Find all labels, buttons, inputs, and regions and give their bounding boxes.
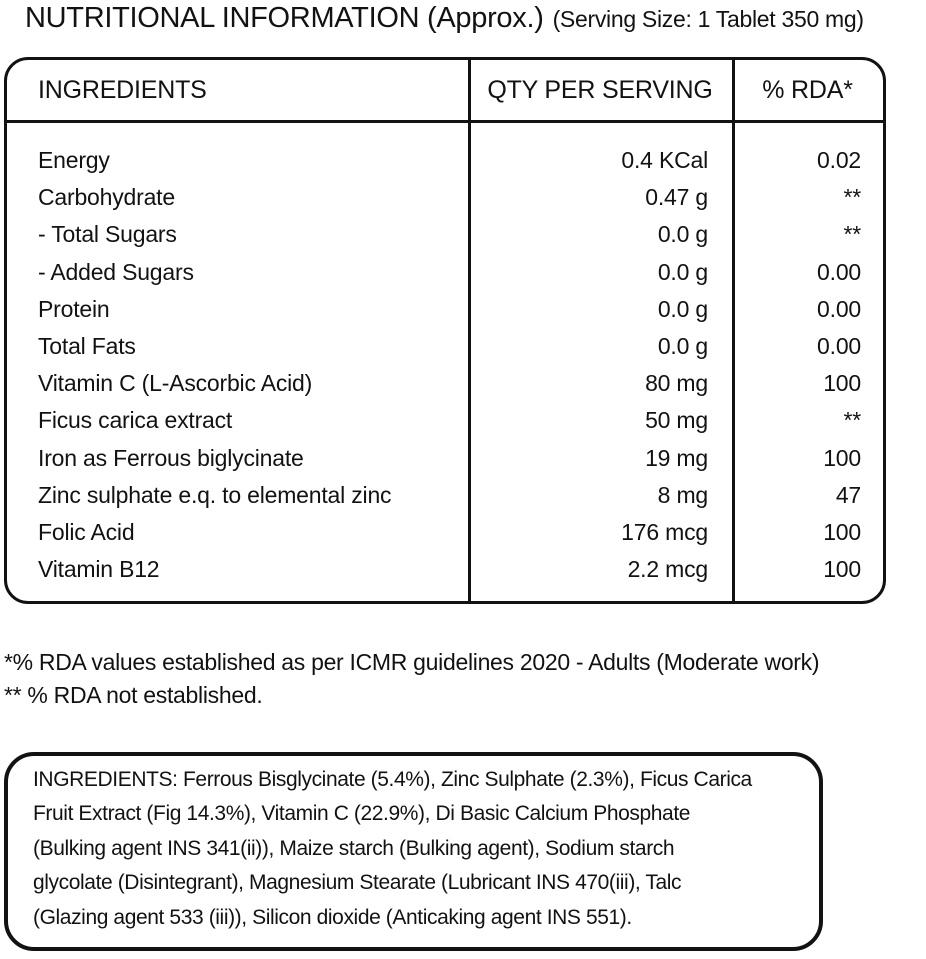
table-row — [7, 402, 883, 439]
ingredient-name: Folic Acid — [38, 518, 135, 545]
ingredient-name: - Total Sugars — [38, 221, 177, 248]
ingredient-name: Total Fats — [38, 332, 136, 359]
rda-value: 100 — [823, 556, 861, 583]
table-row — [7, 477, 883, 514]
table-row — [7, 551, 883, 588]
qty-value: 0.0 g — [657, 332, 708, 359]
rda-value: ** — [843, 221, 861, 248]
qty-value: 8 mg — [657, 481, 708, 508]
table-row — [7, 365, 883, 402]
ingredients-text-line: Fruit Extract (Fig 14.3%), Vitamin C (22.9%), Di Basic Calcium Phosphate — [33, 802, 691, 826]
qty-value: 176 mcg — [621, 518, 708, 545]
table-header-row — [7, 60, 883, 123]
qty-value: 0.0 g — [657, 295, 708, 322]
qty-value: 0.4 KCal — [621, 147, 708, 173]
rda-value: 100 — [823, 370, 861, 397]
qty-value: 0.0 g — [657, 221, 708, 248]
ingredient-name: Zinc sulphate e.q. to elemental zinc — [38, 481, 392, 508]
ingredient-name: Carbohydrate — [38, 184, 175, 211]
rda-value: 0.02 — [817, 147, 861, 173]
footnote-line: *% RDA values established as per ICMR guidelines 2020 - Adults (Moderate work) — [4, 649, 820, 675]
footnotes — [4, 646, 819, 712]
rda-value: 0.00 — [817, 295, 861, 322]
ingredients-text-line: INGREDIENTS: Ferrous Bisglycinate (5.4%), Zinc Sulphate (2.3%), Ficus Carica — [33, 768, 752, 791]
table-row — [7, 514, 883, 551]
ingredients-text-line: (Bulking agent INS 341(ii)), Maize starch (Bulking agent), Sodium starch — [33, 836, 675, 860]
ingredients-text-line: (Glazing agent 533 (iii)), Silicon dioxide (Anticaking agent INS 551). — [33, 905, 632, 929]
column-header-qty-per-serving: QTY PER SERVING — [487, 75, 713, 104]
rda-value: ** — [843, 407, 861, 434]
ingredient-name: Iron as Ferrous biglycinate — [38, 444, 304, 471]
column-divider-1 — [468, 60, 471, 601]
table-row — [7, 291, 883, 328]
nutrition-table — [4, 57, 886, 604]
ingredients-text-line: glycolate (Disintegrant), Magnesium Stearate (Lubricant INS 470(iii), Talc — [33, 871, 682, 895]
table-row — [7, 328, 883, 365]
footnote-line: ** % RDA not established. — [4, 682, 263, 708]
rda-value: 0.00 — [817, 332, 861, 359]
rda-value: 47 — [835, 481, 861, 508]
qty-value: 0.0 g — [657, 258, 708, 285]
rda-value: 100 — [823, 518, 861, 545]
rda-value: 100 — [823, 444, 861, 471]
rda-value: 0.00 — [817, 258, 861, 285]
ingredient-name: Vitamin B12 — [38, 556, 160, 583]
ingredient-name: Ficus carica extract — [38, 407, 233, 434]
serving-size-text: (Serving Size: 1 Tablet 350 mg) — [552, 6, 864, 32]
column-divider-2 — [732, 60, 735, 601]
ingredient-name: Vitamin C (L-Ascorbic Acid) — [38, 370, 313, 397]
ingredient-name: Protein — [38, 295, 110, 322]
ingredient-name: - Added Sugars — [38, 258, 194, 285]
qty-value: 19 mg — [645, 444, 708, 471]
column-header-ingredients: INGREDIENTS — [38, 75, 207, 104]
qty-value: 80 mg — [645, 370, 708, 397]
table-row — [7, 440, 883, 477]
column-header-rda: % RDA* — [762, 75, 853, 104]
page-title: NUTRITIONAL INFORMATION (Approx.) — [25, 2, 544, 34]
qty-value: 0.47 g — [645, 184, 708, 211]
ingredient-name: Energy — [38, 147, 110, 173]
table-row — [7, 216, 883, 253]
qty-value: 2.2 mcg — [627, 556, 708, 583]
rda-value: ** — [843, 184, 861, 211]
qty-value: 50 mg — [645, 407, 708, 434]
table-body — [7, 123, 883, 588]
label-title — [25, 2, 926, 35]
table-row — [7, 142, 883, 179]
table-row — [7, 254, 883, 291]
ingredients-box — [4, 752, 823, 951]
table-row — [7, 179, 883, 216]
